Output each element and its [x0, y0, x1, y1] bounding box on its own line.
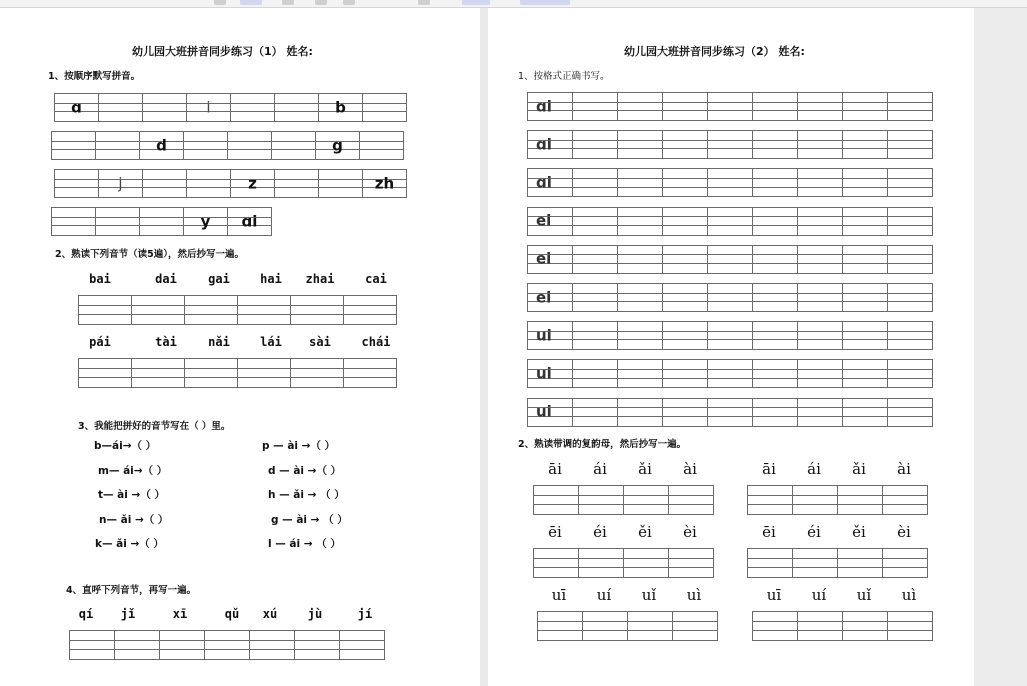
writing-cell [887, 283, 933, 312]
writing-cell [792, 485, 838, 515]
writing-cell [527, 359, 573, 388]
writing-row [752, 611, 932, 641]
writing-cell [882, 485, 928, 515]
writing-row [527, 207, 932, 236]
row-label: ei [536, 249, 552, 268]
writing-row [51, 131, 403, 160]
writing-cell [887, 207, 933, 236]
writing-cell [95, 207, 140, 236]
row-label: ei [536, 211, 552, 230]
writing-cell [249, 630, 295, 660]
writing-cell [527, 92, 573, 121]
writing-cell [752, 283, 798, 312]
cell-text: i [206, 98, 211, 116]
tone-label: ēi [548, 523, 562, 541]
syllable-label: jù [307, 607, 323, 621]
writing-cell [842, 130, 888, 159]
tone-label: ài [897, 460, 911, 478]
writing-cell [527, 398, 573, 427]
writing-cell [527, 130, 573, 159]
toolbar-button[interactable] [418, 0, 430, 5]
writing-cell [359, 131, 404, 160]
writing-cell [98, 169, 143, 198]
writing-cell [572, 398, 618, 427]
writing-cell [131, 358, 185, 388]
tone-label: ǎi [638, 460, 652, 478]
writing-cell [797, 321, 843, 350]
writing-cell [362, 93, 407, 122]
syllable-label: chái [361, 335, 391, 349]
writing-cell [78, 295, 132, 325]
writing-cell [752, 245, 798, 274]
tone-label: āi [548, 460, 562, 478]
writing-cell [842, 245, 888, 274]
writing-cell [183, 207, 228, 236]
writing-cell [707, 245, 753, 274]
writing-cell [842, 168, 888, 197]
writing-cell [343, 358, 397, 388]
writing-cell [797, 207, 843, 236]
right-title: 幼儿园大班拼音同步练习（2） 姓名: [624, 45, 805, 58]
row-label: ui [536, 364, 552, 383]
match-item: h — ǎi → （ ） [268, 489, 345, 501]
writing-cell [362, 169, 407, 198]
cell-text: ɑi [241, 212, 258, 230]
cell-text: y [200, 212, 211, 230]
writing-cell [797, 359, 843, 388]
writing-cell [797, 283, 843, 312]
syllable-label: dai [155, 272, 177, 286]
writing-cell [662, 398, 708, 427]
syllable-label: lái [260, 335, 282, 349]
writing-cell [662, 207, 708, 236]
writing-cell [662, 130, 708, 159]
cell-text: zh [374, 174, 395, 192]
toolbar-button[interactable] [343, 0, 355, 5]
writing-cell [797, 92, 843, 121]
right-s1-heading: 1、按格式正确书写。 [518, 71, 610, 82]
writing-row [54, 93, 406, 122]
syllable-label: cai [365, 272, 387, 286]
writing-cell [315, 131, 360, 160]
cell-text: z [248, 174, 257, 192]
writing-cell [131, 295, 185, 325]
writing-cell [183, 131, 228, 160]
tone-label: éi [593, 523, 607, 541]
writing-cell [527, 321, 573, 350]
writing-cell [672, 611, 718, 641]
writing-cell [662, 359, 708, 388]
writing-cell [537, 611, 583, 641]
writing-cell [797, 130, 843, 159]
writing-row [527, 321, 932, 350]
tone-label: ái [593, 460, 607, 478]
writing-cell [527, 283, 573, 312]
writing-cell [617, 92, 663, 121]
writing-cell [707, 168, 753, 197]
writing-row [527, 168, 932, 197]
writing-cell [184, 358, 238, 388]
writing-cell [617, 283, 663, 312]
syllable-label: qǔ [224, 607, 240, 621]
cell-text: g [332, 136, 343, 154]
writing-cell [343, 295, 397, 325]
writing-cell [142, 93, 187, 122]
tone-label: uǐ [641, 586, 657, 604]
writing-cell [707, 130, 753, 159]
writing-cell [617, 130, 663, 159]
writing-cell [842, 92, 888, 121]
tone-label: èi [897, 523, 911, 541]
tone-label: uí [596, 586, 612, 604]
writing-cell [752, 398, 798, 427]
writing-cell [617, 359, 663, 388]
writing-cell [227, 131, 272, 160]
writing-cell [339, 630, 385, 660]
writing-row [533, 548, 713, 578]
left-title: 幼儿园大班拼音同步练习（1） 姓名: [132, 45, 313, 58]
toolbar [0, 0, 1027, 8]
syllable-label: zhai [305, 272, 335, 286]
syllable-label: bai [89, 272, 111, 286]
writing-cell [662, 168, 708, 197]
tone-label: ǎi [852, 460, 866, 478]
row-label: ui [536, 326, 552, 345]
writing-cell [707, 283, 753, 312]
toolbar-button[interactable] [520, 0, 570, 5]
writing-cell [623, 485, 669, 515]
match-item: l — ái → （ ） [268, 538, 341, 550]
writing-cell [237, 358, 291, 388]
writing-cell [142, 169, 187, 198]
writing-cell [582, 611, 628, 641]
writing-cell [98, 93, 143, 122]
tone-label: ài [683, 460, 697, 478]
writing-cell [668, 485, 714, 515]
writing-cell [578, 548, 624, 578]
tone-label: ěi [638, 523, 652, 541]
writing-cell [887, 92, 933, 121]
syllable-label: jí [357, 607, 373, 621]
syllable-label: jǐ [120, 607, 136, 621]
cell-text: ɑ [71, 98, 82, 116]
writing-cell [887, 321, 933, 350]
writing-cell [139, 207, 184, 236]
tone-label: ěi [852, 523, 866, 541]
writing-cell [204, 630, 250, 660]
tone-label: éi [807, 523, 821, 541]
writing-cell [617, 168, 663, 197]
writing-cell [752, 168, 798, 197]
writing-cell [842, 207, 888, 236]
syllable-label: sài [309, 335, 331, 349]
cell-text: d [156, 136, 167, 154]
cell-text: j [118, 174, 123, 192]
writing-row [537, 611, 717, 641]
writing-cell [578, 485, 624, 515]
writing-cell [842, 398, 888, 427]
match-item: g — ài → （ ） [271, 513, 348, 526]
writing-cell [184, 295, 238, 325]
tone-label: uì [686, 586, 702, 604]
writing-cell [527, 168, 573, 197]
writing-cell [752, 611, 798, 641]
syllable-label: hai [260, 272, 282, 286]
match-item: k— ǎi →（ ） [95, 538, 164, 550]
writing-cell [662, 92, 708, 121]
writing-cell [533, 548, 579, 578]
toolbar-button[interactable] [315, 0, 327, 5]
writing-row [527, 245, 932, 274]
writing-cell [572, 321, 618, 350]
toolbar-button[interactable] [462, 0, 490, 5]
writing-cell [572, 130, 618, 159]
writing-cell [882, 548, 928, 578]
match-item: d — ài →（ ） [268, 464, 342, 477]
writing-cell [114, 630, 160, 660]
writing-cell [842, 611, 888, 641]
writing-cell [707, 207, 753, 236]
writing-row [527, 92, 932, 121]
writing-cell [662, 283, 708, 312]
syllable-label: nǎi [208, 335, 230, 349]
writing-cell [572, 207, 618, 236]
tone-label: uī [766, 586, 782, 604]
writing-cell [274, 169, 319, 198]
writing-cell [837, 548, 883, 578]
writing-cell [747, 548, 793, 578]
tone-label: uì [901, 586, 917, 604]
writing-cell [887, 398, 933, 427]
writing-cell [572, 283, 618, 312]
writing-cell [186, 93, 231, 122]
writing-cell [627, 611, 673, 641]
writing-cell [572, 168, 618, 197]
writing-cell [274, 93, 319, 122]
toolbar-button[interactable] [214, 0, 226, 5]
syllable-label: pái [89, 335, 111, 349]
writing-cell [792, 548, 838, 578]
writing-cell [797, 611, 843, 641]
writing-cell [617, 321, 663, 350]
match-item: p — ài →（ ） [262, 440, 336, 452]
writing-cell [707, 321, 753, 350]
writing-row [527, 130, 932, 159]
tone-label: uī [551, 586, 567, 604]
writing-cell [662, 321, 708, 350]
writing-cell [318, 169, 363, 198]
row-label: ɑi [536, 135, 552, 154]
tone-label: ēi [762, 523, 776, 541]
writing-cell [747, 485, 793, 515]
writing-cell [707, 92, 753, 121]
toolbar-button[interactable] [282, 0, 294, 5]
match-item: n— ǎi →（ ） [99, 513, 169, 526]
writing-cell [752, 130, 798, 159]
writing-cell [887, 130, 933, 159]
writing-row [527, 283, 932, 312]
writing-row [747, 485, 927, 515]
match-item: b—ái→（ ） [94, 440, 157, 452]
writing-cell [294, 630, 340, 660]
writing-cell [527, 245, 573, 274]
syllable-label: xú [262, 607, 278, 621]
tone-label: āi [762, 460, 776, 478]
writing-cell [186, 169, 231, 198]
writing-cell [159, 630, 205, 660]
row-label: ei [536, 288, 552, 306]
writing-cell [887, 359, 933, 388]
toolbar-button[interactable] [240, 0, 262, 5]
row-label: ɑi [536, 173, 552, 192]
writing-cell [707, 359, 753, 388]
writing-cell [662, 245, 708, 274]
writing-row [51, 207, 271, 236]
writing-cell [54, 93, 99, 122]
writing-cell [95, 131, 140, 160]
writing-cell [797, 245, 843, 274]
row-label: ui [536, 402, 552, 421]
left-s1-heading: 1、按顺序默写拼音。 [48, 71, 141, 82]
writing-cell [617, 398, 663, 427]
writing-cell [887, 245, 933, 274]
writing-cell [707, 398, 753, 427]
writing-cell [887, 611, 933, 641]
writing-cell [318, 93, 363, 122]
left-s2-heading: 2、熟读下列音节（读5遍），然后抄写一遍。 [55, 249, 244, 260]
scroll-gutter[interactable] [974, 8, 1027, 686]
writing-cell [842, 283, 888, 312]
tone-label: uǐ [856, 586, 872, 604]
tone-label: èi [683, 523, 697, 541]
tone-label: ái [807, 460, 821, 478]
writing-cell [837, 485, 883, 515]
writing-cell [797, 398, 843, 427]
writing-cell [668, 548, 714, 578]
writing-cell [887, 168, 933, 197]
row-label: ɑi [536, 97, 552, 115]
writing-row [54, 169, 406, 198]
writing-cell [230, 169, 275, 198]
writing-cell [230, 93, 275, 122]
writing-cell [572, 245, 618, 274]
writing-cell [842, 321, 888, 350]
writing-cell [69, 630, 115, 660]
cell-text: b [335, 98, 346, 116]
syllable-label: xī [172, 607, 188, 621]
writing-cell [227, 207, 272, 236]
writing-cell [797, 168, 843, 197]
page-gap [480, 8, 488, 686]
writing-cell [51, 131, 96, 160]
left-s3-heading: 3、我能把拼好的音节写在（ ）里。 [78, 421, 231, 432]
writing-cell [617, 207, 663, 236]
writing-row [69, 630, 384, 660]
writing-cell [617, 245, 663, 274]
writing-cell [752, 359, 798, 388]
writing-row [78, 295, 396, 325]
tone-label: uí [811, 586, 827, 604]
writing-row [78, 358, 396, 388]
left-s4-heading: 4、直呼下列音节，再写一遍。 [66, 585, 197, 596]
syllable-label: tài [155, 335, 177, 349]
writing-cell [51, 207, 96, 236]
writing-cell [54, 169, 99, 198]
writing-cell [290, 295, 344, 325]
writing-cell [752, 321, 798, 350]
syllable-label: gai [208, 272, 230, 286]
writing-cell [237, 295, 291, 325]
writing-row [527, 359, 932, 388]
writing-cell [572, 359, 618, 388]
writing-cell [623, 548, 669, 578]
syllable-label: qí [78, 607, 94, 621]
writing-cell [78, 358, 132, 388]
right-s2-heading: 2、熟读带调的复韵母，然后抄写一遍。 [518, 439, 687, 450]
writing-cell [527, 207, 573, 236]
writing-cell [752, 92, 798, 121]
writing-cell [533, 485, 579, 515]
writing-cell [752, 207, 798, 236]
writing-row [747, 548, 927, 578]
match-item: t— ài →（ ） [98, 489, 165, 501]
writing-cell [271, 131, 316, 160]
match-item: m— ái→（ ） [98, 464, 168, 477]
writing-cell [842, 359, 888, 388]
writing-cell [139, 131, 184, 160]
writing-row [527, 398, 932, 427]
writing-row [533, 485, 713, 515]
writing-cell [572, 92, 618, 121]
writing-cell [290, 358, 344, 388]
